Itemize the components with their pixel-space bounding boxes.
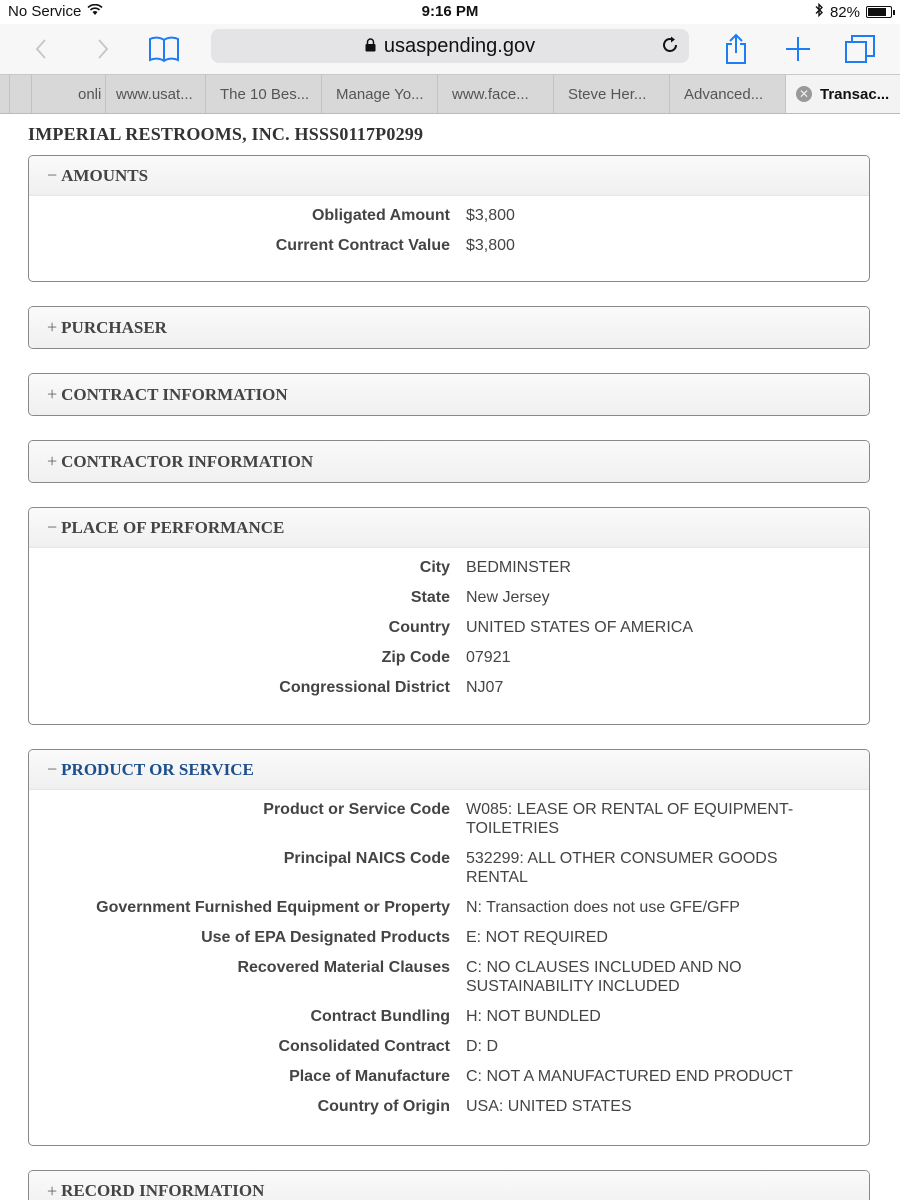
section-title: PURCHASER bbox=[61, 317, 167, 337]
section-title: CONTRACT INFORMATION bbox=[61, 384, 288, 404]
detail-row bbox=[29, 678, 869, 697]
row-label: Country bbox=[388, 619, 450, 636]
row-value: N: Transaction does not use GFE/GFP bbox=[466, 899, 740, 916]
row-value: E: NOT REQUIRED bbox=[466, 929, 608, 946]
tab-item[interactable] bbox=[670, 75, 786, 113]
record-information-header[interactable] bbox=[29, 1171, 869, 1200]
tabs-overview-icon[interactable] bbox=[843, 32, 877, 66]
tab-item[interactable] bbox=[322, 75, 438, 113]
row-label: Use of EPA Designated Products bbox=[201, 929, 450, 946]
tab-label: The 10 Bes... bbox=[220, 85, 310, 103]
battery-percent: 82% bbox=[829, 3, 860, 21]
row-label: Current Contract Value bbox=[275, 237, 450, 254]
section-title: PRODUCT OR SERVICE bbox=[61, 759, 254, 779]
collapse-icon: − bbox=[47, 759, 58, 779]
row-value: H: NOT BUNDLED bbox=[466, 1008, 601, 1025]
tab-item[interactable] bbox=[106, 75, 206, 113]
row-label: City bbox=[419, 559, 450, 576]
tab-label: www.usat... bbox=[116, 85, 193, 103]
row-value: $3,800 bbox=[466, 207, 515, 224]
expand-icon: + bbox=[47, 317, 58, 337]
close-tab-icon[interactable]: ✕ bbox=[796, 86, 812, 102]
detail-row bbox=[29, 800, 869, 838]
tab-label: Transac... bbox=[820, 85, 890, 103]
expand-icon: + bbox=[47, 1180, 58, 1200]
browser-toolbar bbox=[0, 24, 900, 74]
row-label: Product or Service Code bbox=[263, 801, 450, 818]
page-title: IMPERIAL RESTROOMS, INC. HSSS0117P0299 bbox=[28, 124, 424, 144]
status-bar bbox=[0, 0, 900, 24]
contractor-information-header[interactable] bbox=[29, 441, 869, 482]
contract-information-header[interactable] bbox=[29, 374, 869, 415]
row-label: Recovered Material Clauses bbox=[237, 959, 450, 976]
detail-row bbox=[29, 236, 869, 255]
detail-row bbox=[29, 1037, 869, 1056]
product-or-service-header[interactable] bbox=[29, 750, 869, 790]
row-value: USA: UNITED STATES bbox=[466, 1098, 632, 1115]
row-label: Government Furnished Equipment or Property bbox=[96, 899, 450, 916]
detail-row bbox=[29, 588, 869, 607]
row-label: State bbox=[410, 589, 450, 606]
section-title: RECORD INFORMATION bbox=[61, 1181, 265, 1200]
tab-item[interactable] bbox=[554, 75, 670, 113]
row-label: Place of Manufacture bbox=[289, 1068, 450, 1085]
place-of-performance-header[interactable] bbox=[29, 508, 869, 548]
detail-row bbox=[29, 1067, 869, 1086]
row-value: New Jersey bbox=[466, 589, 550, 606]
row-value: W085: LEASE OR RENTAL OF EQUIPMENT-TOILETRIES bbox=[466, 801, 794, 837]
detail-row bbox=[29, 1097, 869, 1116]
amounts-panel bbox=[28, 155, 870, 282]
product-or-service-body bbox=[29, 790, 869, 1116]
tab-item-active[interactable] bbox=[786, 75, 900, 113]
tab-stack-edge bbox=[10, 75, 32, 113]
tab-item[interactable] bbox=[438, 75, 554, 113]
lock-icon bbox=[365, 35, 376, 58]
new-tab-icon[interactable] bbox=[781, 32, 815, 66]
row-label: Principal NAICS Code bbox=[283, 850, 450, 867]
section-title: CONTRACTOR INFORMATION bbox=[61, 451, 314, 471]
row-label: Congressional District bbox=[279, 679, 450, 696]
collapse-icon: − bbox=[47, 517, 58, 537]
row-label: Country of Origin bbox=[317, 1098, 450, 1115]
battery-level bbox=[868, 8, 886, 16]
tab-label: onli bbox=[78, 85, 102, 103]
detail-row bbox=[29, 958, 869, 996]
row-label: Consolidated Contract bbox=[278, 1038, 450, 1055]
bookmarks-icon[interactable] bbox=[147, 32, 181, 66]
tab-strip bbox=[0, 74, 900, 114]
record-information-panel[interactable] bbox=[28, 1170, 870, 1200]
contractor-information-panel[interactable] bbox=[28, 440, 870, 483]
row-label: Obligated Amount bbox=[311, 207, 450, 224]
row-label: Zip Code bbox=[381, 649, 450, 666]
purchaser-header[interactable] bbox=[29, 307, 869, 348]
tab-item[interactable] bbox=[206, 75, 322, 113]
tab-label: Steve Her... bbox=[568, 85, 647, 103]
row-value: D: D bbox=[466, 1038, 498, 1055]
tab-stack-edge bbox=[0, 75, 10, 113]
row-value: $3,800 bbox=[466, 237, 515, 254]
detail-row bbox=[29, 618, 869, 637]
row-value: NJ07 bbox=[466, 679, 504, 696]
row-value: 07921 bbox=[466, 649, 511, 666]
collapse-icon: − bbox=[47, 165, 58, 185]
bluetooth-icon bbox=[814, 3, 824, 21]
amounts-header[interactable] bbox=[29, 156, 869, 196]
detail-row bbox=[29, 849, 869, 887]
expand-icon: + bbox=[47, 384, 58, 404]
row-value: 532299: ALL OTHER CONSUMER GOODS RENTAL bbox=[466, 850, 778, 886]
row-value: C: NO CLAUSES INCLUDED AND NO SUSTAINABILITY INCLUDED bbox=[466, 959, 742, 995]
expand-icon: + bbox=[47, 451, 58, 471]
detail-row bbox=[29, 898, 869, 917]
forward-button[interactable] bbox=[86, 32, 120, 66]
row-value: BEDMINSTER bbox=[466, 559, 571, 576]
contract-information-panel[interactable] bbox=[28, 373, 870, 416]
section-title: PLACE OF PERFORMANCE bbox=[61, 517, 285, 537]
tab-label: Advanced... bbox=[684, 85, 764, 103]
purchaser-panel[interactable] bbox=[28, 306, 870, 349]
detail-row bbox=[29, 206, 869, 225]
share-icon[interactable] bbox=[719, 32, 753, 66]
section-title: AMOUNTS bbox=[61, 165, 149, 185]
carrier-label: No Service bbox=[8, 3, 82, 20]
tab-item[interactable] bbox=[32, 75, 106, 113]
detail-row bbox=[29, 648, 869, 667]
url-text: usaspending.gov bbox=[383, 34, 536, 57]
back-button[interactable] bbox=[24, 32, 58, 66]
row-label: Contract Bundling bbox=[310, 1008, 450, 1025]
detail-row bbox=[29, 558, 869, 577]
product-or-service-panel bbox=[28, 749, 870, 1146]
address-bar[interactable] bbox=[211, 29, 689, 63]
row-value: C: NOT A MANUFACTURED END PRODUCT bbox=[466, 1068, 793, 1085]
reload-icon[interactable] bbox=[659, 34, 681, 62]
place-of-performance-body bbox=[29, 548, 869, 697]
detail-row bbox=[29, 928, 869, 947]
tab-label: Manage Yo... bbox=[336, 85, 424, 103]
place-of-performance-panel bbox=[28, 507, 870, 725]
clock: 9:16 PM bbox=[421, 3, 479, 20]
tab-label: www.face... bbox=[452, 85, 529, 103]
detail-row bbox=[29, 1007, 869, 1026]
amounts-body bbox=[29, 196, 869, 255]
battery-icon bbox=[866, 6, 892, 18]
row-value: UNITED STATES OF AMERICA bbox=[466, 619, 693, 636]
